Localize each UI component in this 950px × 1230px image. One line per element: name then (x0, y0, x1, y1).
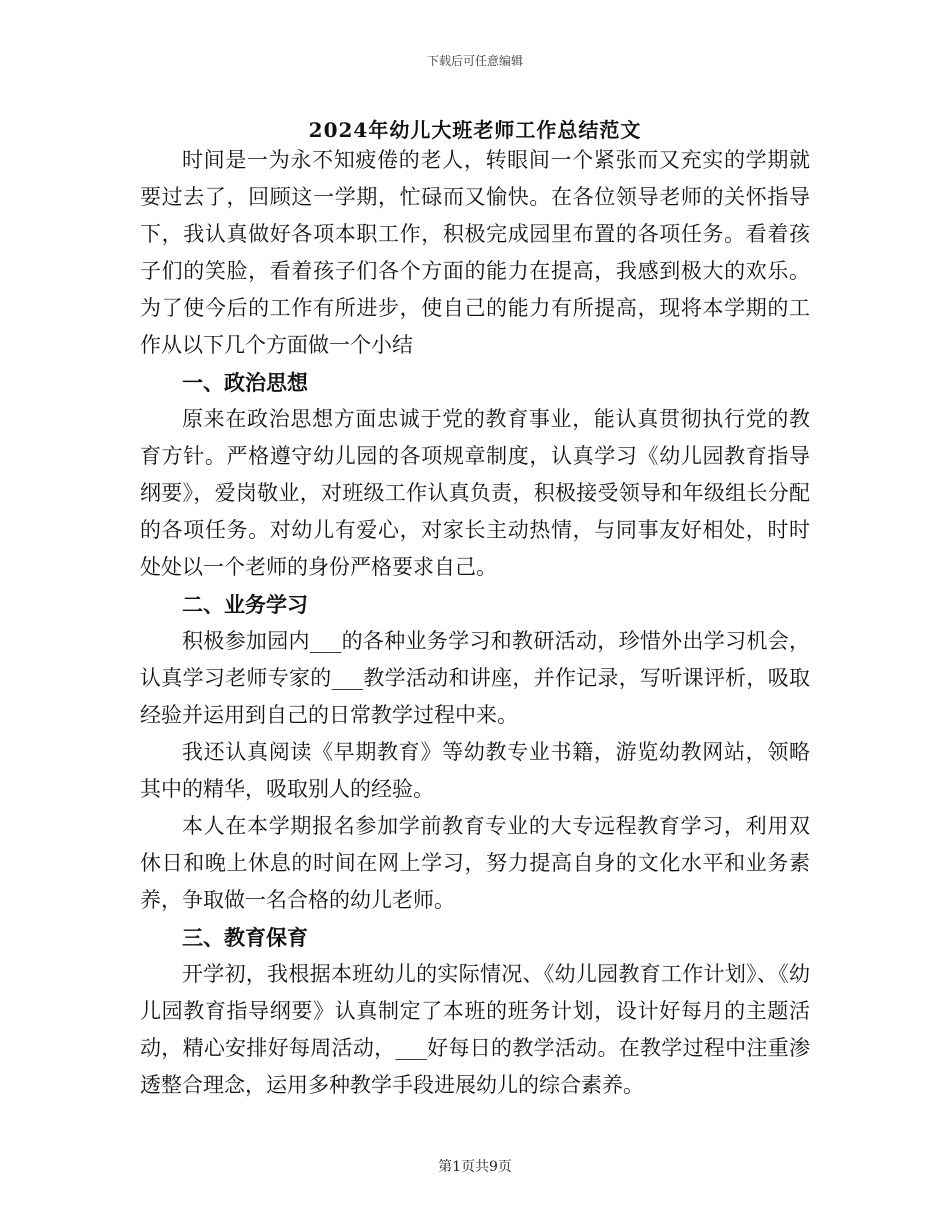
section-heading-politics: 一、政治思想 (182, 370, 308, 395)
education-paragraph: 开学初，我根据本班幼儿的实际情况、《幼儿园教育工作计划》、《幼儿园教育指导纲要》认真制定了本班的班务计划，设计好每月的主题活动，精心安排好每周活动，___好每日的教学活动。在教学过程中注重渗透整合理念，运用多种教学手段进展幼儿的综合素养。 (140, 962, 810, 1097)
section-heading-education: 三、教育保育 (182, 925, 308, 950)
study-paragraph-1: 积极参加园内___的各种业务学习和教研活动，珍惜外出学习机会，认真学习老师专家的___教学活动和讲座，并作记录，写听课评析，吸取经验并运用到自己的日常教学过程中来。 (140, 629, 810, 727)
study-paragraph-2: 我还认真阅读《早期教育》等幼教专业书籍，游览幼教网站，领略其中的精华，吸取别人的经验。 (140, 740, 810, 801)
politics-paragraph: 原来在政治思想方面忠诚于党的教育事业，能认真贯彻执行党的教育方针。严格遵守幼儿园的各项规章制度，认真学习《幼儿园教育指导纲要》，爱岗敬业，对班级工作认真负责，积极接受领导和年级组长分配的各项任务。对幼儿有爱心，对家长主动热情，与同事友好相处，时时处处以一个老师的身份严格要求自己。 (140, 407, 810, 579)
document-body (140, 142, 810, 1104)
section-heading-study: 二、业务学习 (182, 592, 308, 617)
page-footer: 第1页共9页 (438, 1159, 512, 1175)
header-note: 下载后可任意编辑 (426, 54, 523, 68)
study-paragraph-3: 本人在本学期报名参加学前教育专业的大专远程教育学习，利用双休日和晚上休息的时间在网上学习，努力提高自身的文化水平和业务素养，争取做一名合格的幼儿老师。 (140, 814, 810, 912)
intro-paragraph: 时间是一为永不知疲倦的老人，转眼间一个紧张而又充实的学期就要过去了，回顾这一学期，忙碌而又愉快。在各位领导老师的关怀指导下，我认真做好各项本职工作，积极完成园里布置的各项任务。看着孩子们的笑脸，看着孩子们各个方面的能力在提高，我感到极大的欢乐。为了使今后的工作有所进步，使自己的能力有所提高，现将本学期的工作从以下几个方面做一个小结 (140, 148, 810, 357)
document-title: 2024年幼儿大班老师工作总结范文 (308, 118, 642, 142)
